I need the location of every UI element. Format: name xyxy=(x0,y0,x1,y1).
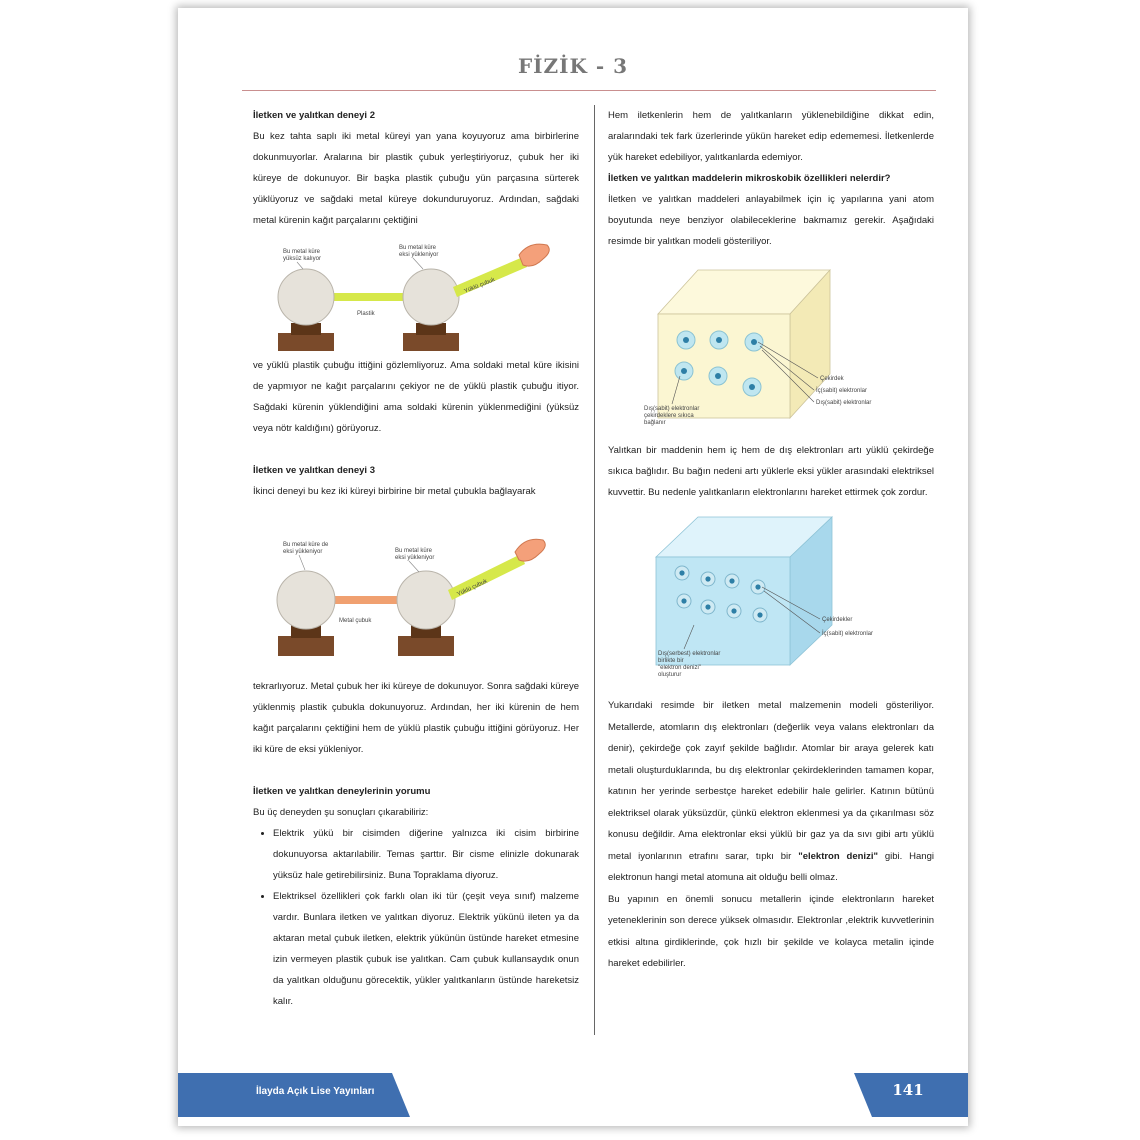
exp2-text-after: ve yüklü plastik çubuğu ittiğini gözlemliyoruz. Ama soldaki metal küre ikisini de yapmıyor ne kağıt parçalarını çekiyor ne de yüklü plastik çubuğu itiyor. Sağdaki kürenin yüklendiğini ama soldaki kürenin yüklenmediğini (yüksüz veya nötr kaldığını) görüyoruz. xyxy=(253,360,579,434)
conductor-label-bottom-3: "elektron denizi" xyxy=(658,665,701,671)
right-p4-part-a: Yukarıdaki resimde bir iletken metal malzemenin modeli gösteriliyor. Metallerde, atomların dış elektronları (değerlik veya valans elektronları da denir), çekirdeğe çok zayıf şekilde bağlıdır. Atomlar bir araya gelerek katı metali oluşturduklarında, bu dış elektronlar çekirdeklerinden tamamen kopar, katının her yerinde serbestçe hareket edebilir hale gelirler. Katının bütünü elektriksel olarak yüksüzdür, çünkü elektron eklenmesi ya da çıkarılması söz konusu değildir. Ama elektronlar eksi yüklü bir gaz ya da sıvı gibi artı yüklü metal iyonlarının etrafını sarar, tıpkı bir xyxy=(608,700,934,862)
exp3-figure xyxy=(253,526,579,676)
exp3-label-left-1: Bu metal küre de xyxy=(283,542,329,548)
left-sphere xyxy=(277,571,335,629)
hand-icon xyxy=(515,539,545,561)
column-divider xyxy=(594,105,595,1035)
page-title: FİZİK - 3 xyxy=(517,54,629,78)
exp2-label-left-1: Bu metal küre xyxy=(283,249,321,255)
title-divider xyxy=(242,90,936,91)
insulator-diagram xyxy=(608,256,934,440)
insulator-label-nucleus: Çekirdek xyxy=(820,376,844,382)
exp3-label-right-2: eksi yükleniyor xyxy=(395,555,435,561)
left-sphere xyxy=(278,269,334,325)
conductor-diagram xyxy=(608,507,934,695)
exp3-label-right-1: Bu metal küre xyxy=(395,548,433,554)
exp2-diagram xyxy=(253,235,579,355)
right-p3: Yalıtkan bir maddenin hem iç hem de dış elektronları artı yüklü çekirdeğe sıkıca bağlıdır. Bu bağın nedeni artı yüklerle eksi yükler arasındaki elektriksel kuvvettir. Bu nedenle yalıtkanların elektronlarını hareket ettirmek çok zordur. xyxy=(608,445,934,498)
insulator-label-bottom-2: çekirdeklere sıkıca xyxy=(644,413,694,419)
insulator-label-inner: İç(sabit) elektronlar xyxy=(816,388,868,394)
right-sphere xyxy=(403,269,459,325)
hand-icon xyxy=(519,244,549,266)
list-item: • Elektriksel özellikleri çok farklı olan iki tür (çeşit veya sınıf) malzeme vardır. Bunlara iletken ve yalıtkan diyoruz. Elektrik yükünü ileten ya da aktaran metal çubuk iletken, elektrik yükünün üstünde hareket etmesine izin vermeyen plastik çubuk ise yalıtkan. Cam çubuk kullansaydık onun da yalıtkan olduğunu görecektik, yükler yalıtkanların üstünde hareketsiz kalır. xyxy=(273,886,579,1012)
exp3-diagram xyxy=(253,526,579,676)
conductor-label-bottom-4: oluşturur xyxy=(658,672,682,678)
exp3-heading: İletken ve yalıtkan deneyi 3 xyxy=(253,465,375,476)
exp2-label-right-1: Bu metal küre xyxy=(399,245,437,251)
right-sphere-base xyxy=(398,636,454,656)
left-sphere-base xyxy=(278,636,334,656)
interpretation-heading: İletken ve yalıtkan deneylerinin yorumu xyxy=(253,786,431,797)
exp3-label-left-2: eksi yükleniyor xyxy=(283,549,323,555)
conductor-label-nucleus: Çekirdekler xyxy=(822,617,853,623)
insulator-label-outer: Dış(sabit) elektronlar xyxy=(816,400,872,406)
insulator-label-bottom-1: Dış(sabit) elektronlar xyxy=(644,406,700,412)
exp2-label-charged-rod: Yüklü çubuk xyxy=(463,277,497,295)
left-sphere-base xyxy=(278,333,334,351)
right-sphere xyxy=(397,571,455,629)
exp2-label-right-2: eksi yükleniyor xyxy=(399,252,439,258)
right-heading: İletken ve yalıtkan maddelerin mikroskobik özellikleri nelerdir? xyxy=(608,173,891,184)
interpretation-intro: Bu üç deneyden şu sonuçları çıkarabiliriz: xyxy=(253,807,429,818)
insulator-figure xyxy=(608,256,934,440)
exp3-text-after: tekrarlıyoruz. Metal çubuk her iki küreye de dokunuyor. Sonra sağdaki küreye yüklenmiş plastik çubukla dokunuyoruz. Ardından, her iki kürenin de hem kağıt parçalarını çektiğini hem de yüklü plastik çubuğu ittiğini görüyoruz. Her iki küre de eksi yükleniyor. xyxy=(253,681,579,755)
right-p4 xyxy=(608,695,934,889)
right-column xyxy=(608,105,934,975)
left-column xyxy=(253,105,579,1012)
right-p5: Bu yapının en önemli sonucu metallerin içinde elektronların hareket yeteneklerinin son derece yüksek olmasıdır. Elektronlar ,elektrik kuvvetlerinin etkisi altına girdiklerinde, çok hızlı bir şekilde ve kolayca metalin içinde hareket edebilirler. xyxy=(608,893,934,969)
interpretation-list xyxy=(253,823,579,1012)
right-p2: İletken ve yalıtkan maddeleri anlayabilmek için iç yapılarına yani atom boyutunda neye benziyor olabileceklerine bakmamız gerekir. Aşağıdaki resimde bir yalıtkan modeli gösteriliyor. xyxy=(608,194,934,247)
right-p4-part-b: gibi. Hangi elektronun hangi metal atomuna ait olduğu belli olmaz. xyxy=(608,850,934,883)
exp2-text: Bu kez tahta saplı iki metal küreyi yan yana koyuyoruz ama birbirlerine dokunmuyorlar. Aralarına bir plastik çubuk yerleştiriyoruz, çubuk her iki küreye de dokunuyor. Bir başka plastik çubuğu yün parçasına sürterek yüklüyoruz ve sağdaki metal küreye dokunduruyoruz. Ardından, sağdaki metal kürenin kağıt parçalarını çektiğini xyxy=(253,131,579,226)
conductor-figure xyxy=(608,507,934,695)
conductor-label-inner: İç(sabit) elektronlar xyxy=(822,631,874,637)
exp3-label-rod: Metal çubuk xyxy=(339,618,372,624)
exp3-label-charged-rod: Yüklü çubuk xyxy=(456,578,489,598)
list-item: • Elektrik yükü bir cisimden diğerine yalnızca iki cisim birbirine dokunuyorsa aktarılabilir. Temas şarttır. Bir cisme elinizle dokunarak yüksüz hale getirebilirsiniz. Buna Topraklama diyoruz. xyxy=(273,823,579,886)
book-page xyxy=(178,8,968,1126)
exp2-label-rod: Plastik xyxy=(357,311,375,317)
insulator-label-bottom-3: bağlanır xyxy=(644,420,666,426)
exp2-heading: İletken ve yalıtkan deneyi 2 xyxy=(253,110,375,121)
exp2-figure xyxy=(253,235,579,355)
exp2-label-left-2: yüksüz kalıyor xyxy=(283,256,322,262)
right-p4-bold: "elektron denizi" xyxy=(798,850,878,862)
right-sphere-base xyxy=(403,333,459,351)
conductor-label-bottom-2: birlikte bir xyxy=(658,658,684,664)
conductor-label-bottom-1: Dış(serbest) elektronlar xyxy=(658,651,721,657)
right-p1: Hem iletkenlerin hem de yalıtkanların yüklenebildiğine dikkat edin, aralarındaki tek fark üzerlerinde yükün hareket edip edememesi. İletkenlerde yük hareket edebiliyor, yalıtkanlarda edemiyor. xyxy=(608,110,934,163)
footer-publisher: İlayda Açık Lise Yayınları xyxy=(256,1086,375,1097)
exp3-text: İkinci deneyi bu kez iki küreyi birbirine bir metal çubukla bağlayarak xyxy=(253,486,536,497)
page-number: 141 xyxy=(892,1081,924,1099)
